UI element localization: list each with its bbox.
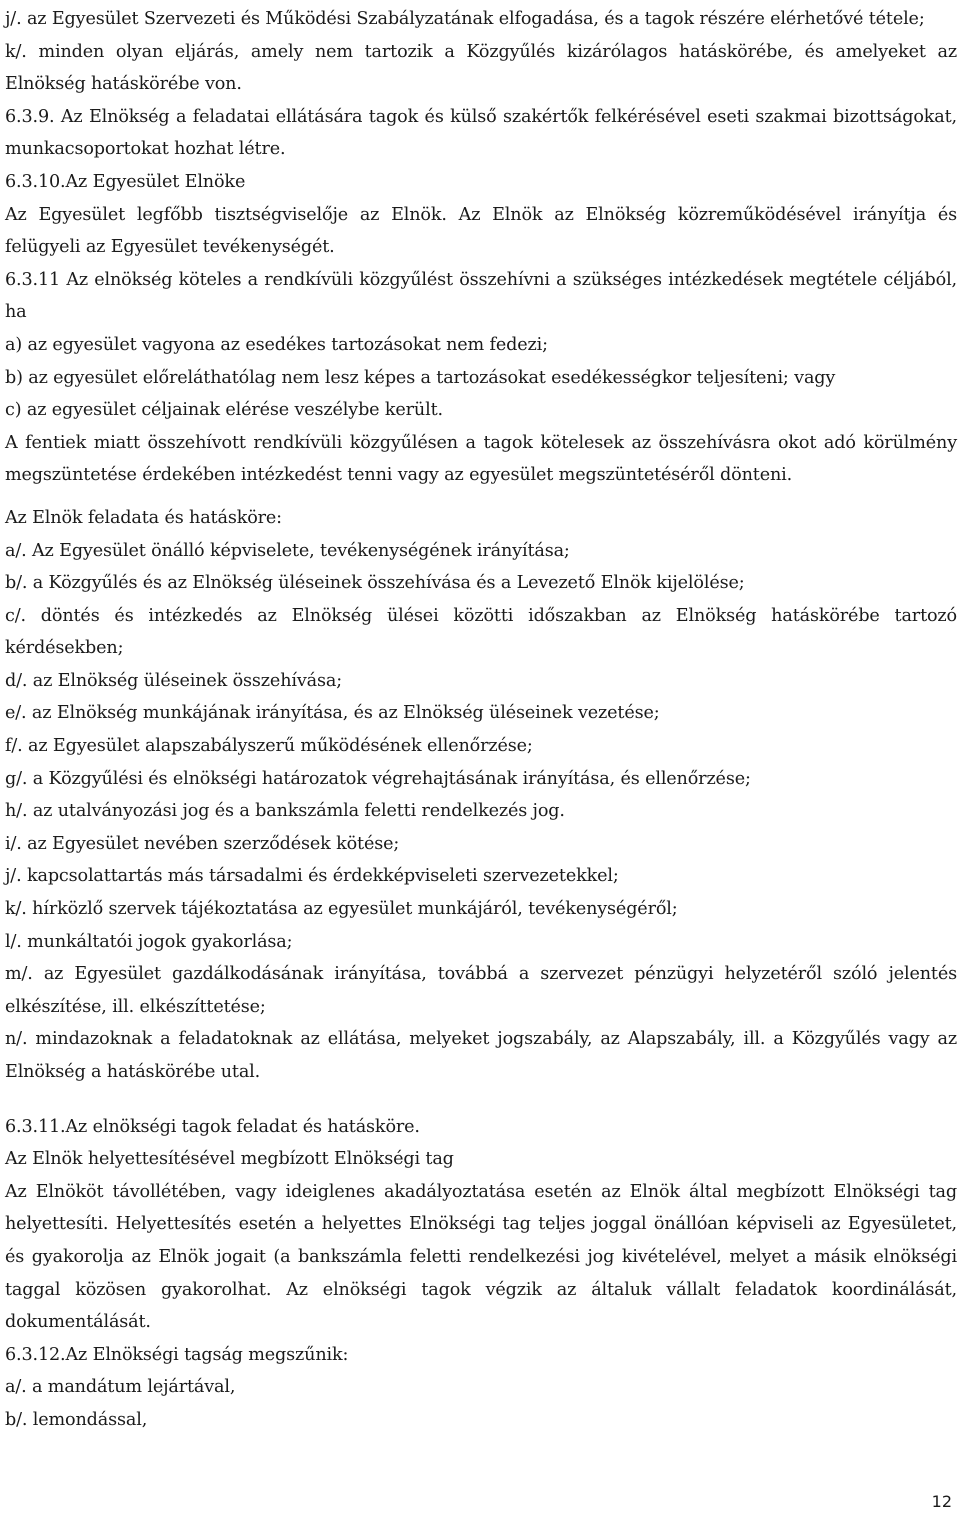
list-item: i/. az Egyesület nevében szerződések kötése; <box>5 833 400 854</box>
list-item: l/. munkáltatói jogok gyakorlása; <box>5 931 293 952</box>
page-number: 12 <box>931 1492 952 1511</box>
paragraph: 6.3.11 Az elnökség köteles a rendkívüli közgyűlést összehívni a szükséges intézkedések megtétele céljából, ha <box>5 269 957 323</box>
paragraph: Az Elnököt távollétében, vagy ideiglenes akadályoztatása esetén az Elnök által megbízott Elnökségi tag helyettesíti. Helyettesítés esetén a helyettes Elnökségi tag teljes joggal önállóan képviseli az Egyesületet, és gyakorolja az Elnök jogait (a bankszámla feletti rendelkezési jog kivételével, melyet a másik elnökségi taggal közösen gyakorolhat. Az elnökségi tagok végzik az általuk vállalt feladatok koordinálását, dokumentálását. <box>5 1181 957 1333</box>
section-heading: Az Elnök feladata és hatásköre: <box>5 507 282 528</box>
list-item: n/. mindazoknak a feladatoknak az ellátása, melyeket jogszabály, az Alapszabály, ill. a Közgyűlés vagy az Elnökség a hatáskörébe utal. <box>5 1029 957 1082</box>
paragraph: A fentiek miatt összehívott rendkívüli közgyűlésen a tagok kötelesek az összehívásra okot adó körülmény megszüntetése érdekében intézkedést tenni vagy az egyesület megszüntetéséről dönteni. <box>5 432 957 486</box>
list-item: d/. az Elnökség üléseinek összehívása; <box>5 670 342 691</box>
list-item: b/. lemondással, <box>5 1409 148 1430</box>
list-item: a/. Az Egyesület önálló képviselete, tevékenységének irányítása; <box>5 540 570 561</box>
section-heading: 6.3.12.Az Elnökségi tagság megszűnik: <box>5 1344 349 1365</box>
paragraph: 6.3.9. Az Elnökség a feladatai ellátására tagok és külső szakértők felkérésével eseti szakmai bizottságokat, munkacsoportokat hozhat létre. <box>5 106 957 160</box>
paragraph: Az Egyesület legfőbb tisztségviselője az Elnök. Az Elnök az Elnökség közreműködésével irányítja és felügyeli az Egyesület tevékenységét. <box>5 204 957 258</box>
list-item: c/. döntés és intézkedés az Elnökség ülései közötti időszakban az Elnökség hatáskörébe tartozó kérdésekben; <box>5 605 957 659</box>
list-item: m/. az Egyesület gazdálkodásának irányítása, továbbá a szervezet pénzügyi helyzetéről szóló jelentés elkészítése, ill. elkészíttetése; <box>5 964 957 1017</box>
section-heading: 6.3.11.Az elnökségi tagok feladat és hatásköre. <box>5 1116 420 1137</box>
list-item: e/. az Elnökség munkájának irányítása, és az Elnökség üléseinek vezetése; <box>5 703 660 724</box>
list-item: f/. az Egyesület alapszabályszerű működésének ellenőrzése; <box>5 736 533 757</box>
list-item: k/. hírközlő szervek tájékoztatása az egyesület munkájáról, tevékenységéről; <box>5 899 678 920</box>
list-item: j/. kapcsolattartás más társadalmi és érdekképviseleti szervezetekkel; <box>5 866 619 887</box>
paragraph: j/. az Egyesület Szervezeti és Működési Szabályzatának elfogadása, és a tagok részére elérhetővé tétele; <box>5 9 925 29</box>
list-item: c) az egyesület céljainak elérése veszélybe került. <box>5 400 443 421</box>
paragraph: k/. minden olyan eljárás, amely nem tartozik a Közgyűlés kizárólagos hatáskörébe, és amelyeket az Elnökség hatáskörébe von. <box>5 41 957 95</box>
list-item: a) az egyesület vagyona az esedékes tartozásokat nem fedezi; <box>5 334 548 355</box>
list-item: a/. a mandátum lejártával, <box>5 1377 236 1398</box>
list-item: h/. az utalványozási jog és a bankszámla feletti rendelkezés jog. <box>5 801 565 822</box>
list-item: g/. a Közgyűlési és elnökségi határozatok végrehajtásának irányítása, és ellenőrzése; <box>5 768 751 789</box>
list-item: b) az egyesület előreláthatólag nem lesz képes a tartozásokat esedékességkor teljesíteni; vagy <box>5 367 836 388</box>
section-heading: 6.3.10.Az Egyesület Elnöke <box>5 171 246 192</box>
list-item: b/. a Közgyűlés és az Elnökség üléseinek összehívása és a Levezető Elnök kijelölése; <box>5 573 745 594</box>
subheading: Az Elnök helyettesítésével megbízott Elnökségi tag <box>5 1149 454 1170</box>
document-page <box>5 3 957 1437</box>
